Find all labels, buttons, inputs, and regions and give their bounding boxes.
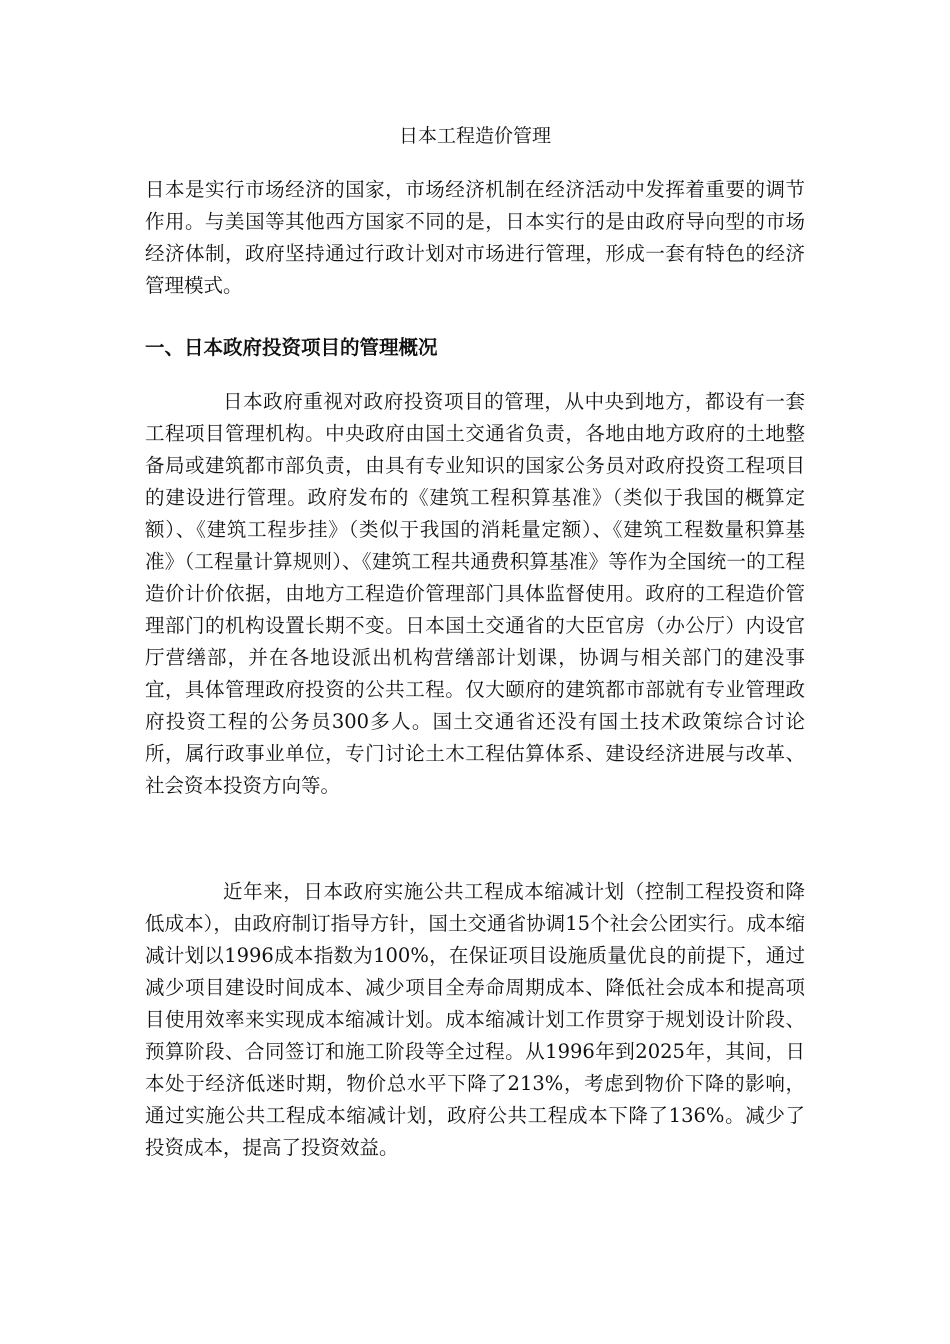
section-heading: 一、日本政府投资项目的管理概况 bbox=[145, 336, 438, 359]
section-paragraph-cost-reduction: 近年来，日本政府实施公共工程成本缩减计划（控制工程投资和降低成本），由政府制订指导方针，国土交通省协调15个社会公团实行。成本缩减计划以1996成本指数为100%，在保证项目设施质量优良的前提下，通过减少项目建设时间成本、减少项目全寿命周期成本、降低社会成本和提高项目使用效率来实现成本缩减计划。成本缩减计划工作贯穿于规划设计阶段、预算阶段、合同签订和施工阶段等全过程。从1996年到2025年，其间，日本处于经济低迷时期，物价总水平下降了213%，考虑到物价下降的影响，通过实施公共工程成本缩减计划，政府公共工程成本下降了136%。减少了投资成本，提高了投资效益。 bbox=[145, 880, 805, 1159]
section-paragraph-management-overview: 日本政府重视对政府投资项目的管理，从中央到地方，都设有一套工程项目管理机构。中央政府由国土交通省负责，各地由地方政府的土地整备局或建筑都市部负责，由具有专业知识的国家公务员对政府投资工程项目的建设进行管理。政府发布的《建筑工程积算基准》（类似于我国的概算定额）、《建筑工程步挂》（类似于我国的消耗量定额）、《建筑工程数量积算基准》（工程量计算规则）、《建筑工程共通费积算基准》等作为全国统一的工程造价计价依据，由地方工程造价管理部门具体监督使用。政府的工程造价管理部门的机构设置长期不变。日本国土交通省的大臣官房（办公厅）内设官厅营缮部，并在各地设派出机构营缮部计划课，协调与相关部门的建没事宜，具体管理政府投资的公共工程。仅大颐府的建筑都市部就有专业管理政府投资工程的公务员300多人。国土交通省还没有国土技术政策综合讨论所，属行政事业单位，专门讨论土木工程估算体系、建设经济进展与改革、社会资本投资方向等。 bbox=[145, 390, 805, 797]
document-title: 日本工程造价管理 bbox=[398, 125, 551, 147]
intro-paragraph: 日本是实行市场经济的国家，市场经济机制在经济活动中发挥着重要的调节作用。与美国等其他西方国家不同的是，日本实行的是由政府导向型的市场经济体制，政府坚持通过行政计划对市场进行管理，形成一套有特色的经济管理模式。 bbox=[145, 178, 805, 297]
